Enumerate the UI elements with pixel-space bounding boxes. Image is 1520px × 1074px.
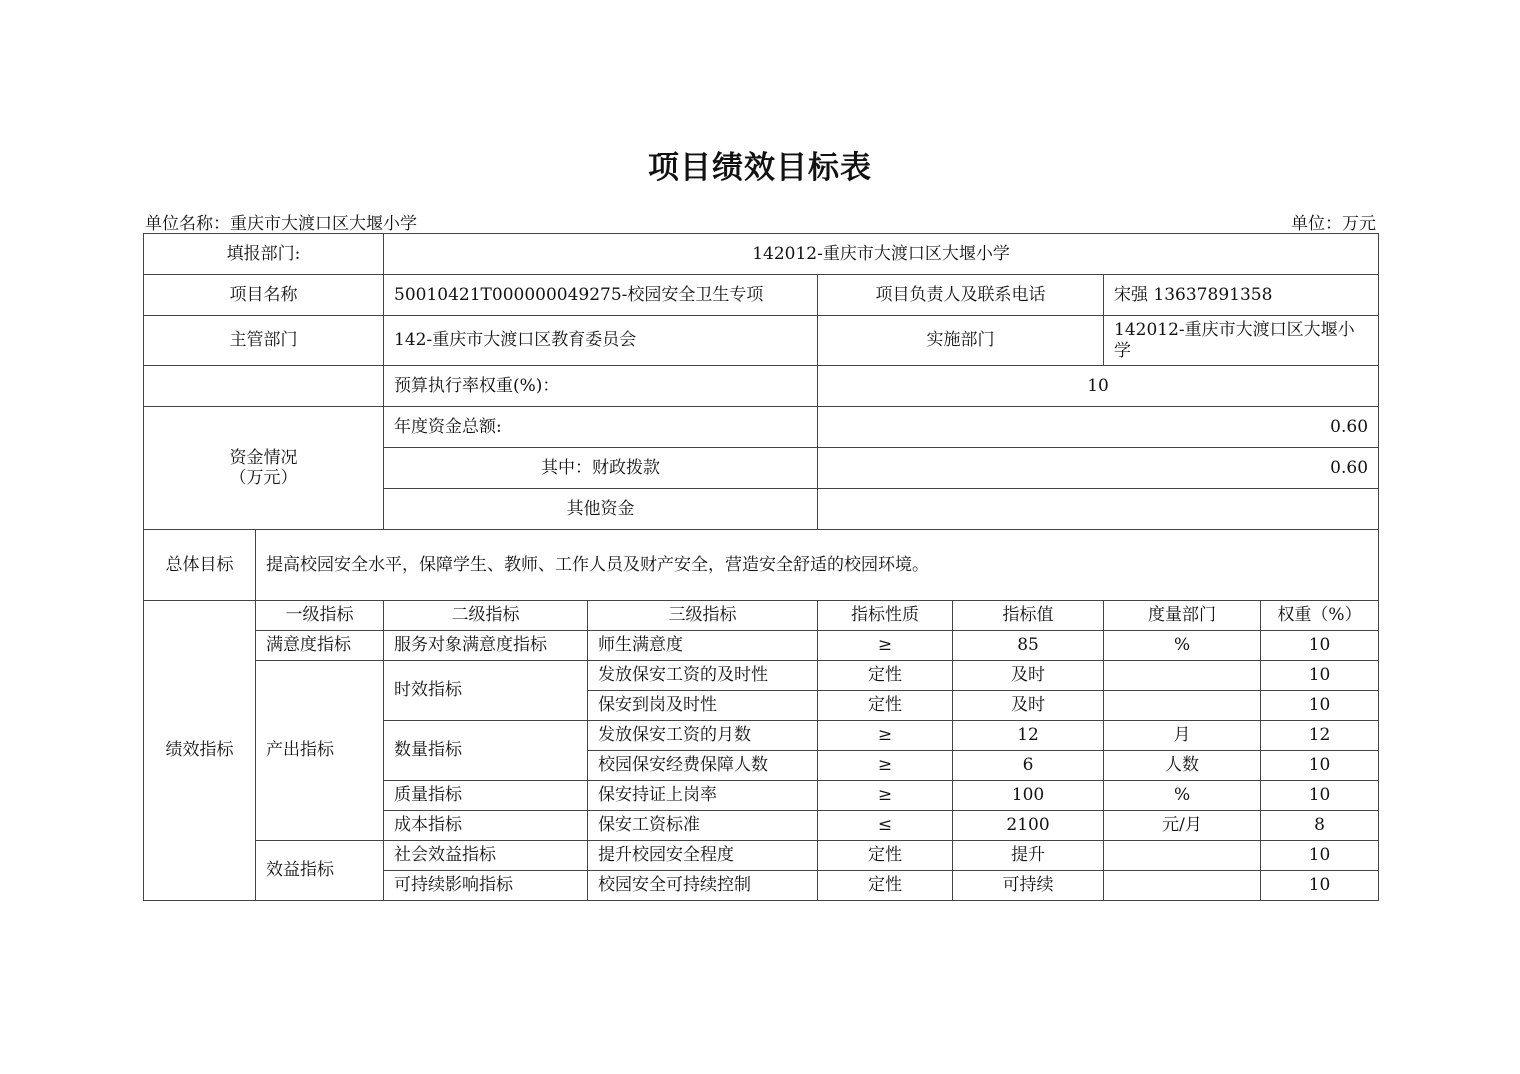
row-unit bbox=[1104, 691, 1261, 721]
row-nature: ≥ bbox=[818, 751, 953, 781]
row-value: 6 bbox=[953, 751, 1104, 781]
group-timeliness: 时效指标 bbox=[384, 661, 588, 721]
project-row bbox=[144, 275, 1379, 316]
row-nature: 定性 bbox=[818, 691, 953, 721]
indicators-section-label: 绩效指标 bbox=[144, 601, 256, 901]
row-unit: 月 bbox=[1104, 721, 1261, 751]
row-nature: ≤ bbox=[818, 811, 953, 841]
row-unit bbox=[1104, 841, 1261, 871]
row-value: 及时 bbox=[953, 661, 1104, 691]
row-weight: 10 bbox=[1261, 661, 1379, 691]
budget-weight-blank bbox=[144, 366, 384, 407]
supervisor-value: 142-重庆市大渡口区教育委员会 bbox=[384, 316, 818, 366]
group-output: 产出指标 bbox=[256, 661, 384, 841]
project-name-value: 50010421T000000049275-校园安全卫生专项 bbox=[384, 275, 818, 316]
funds-total-value: 0.60 bbox=[818, 407, 1379, 448]
row-l3: 保安工资标准 bbox=[588, 811, 818, 841]
row-nature: 定性 bbox=[818, 661, 953, 691]
unit-name: 单位名称：重庆市大渡口区大堰小学 bbox=[145, 214, 417, 234]
row-unit: 元/月 bbox=[1104, 811, 1261, 841]
row-weight: 10 bbox=[1261, 751, 1379, 781]
impl-dept-value: 142012-重庆市大渡口区大堰小学 bbox=[1104, 316, 1379, 366]
row-l2: 质量指标 bbox=[384, 781, 588, 811]
table-row bbox=[144, 631, 1379, 661]
header-l1: 一级指标 bbox=[256, 601, 384, 631]
row-weight: 10 bbox=[1261, 781, 1379, 811]
funds-total-label: 年度资金总额: bbox=[384, 407, 818, 448]
page-title: 项目绩效目标表 bbox=[648, 150, 872, 186]
row-weight: 10 bbox=[1261, 871, 1379, 901]
funds-fiscal-label: 其中：财政拨款 bbox=[384, 448, 818, 489]
header-value: 指标值 bbox=[953, 601, 1104, 631]
funds-total-row bbox=[144, 407, 1379, 448]
header-l2: 二级指标 bbox=[384, 601, 588, 631]
funds-other-label: 其他资金 bbox=[384, 489, 818, 530]
unit-label: 单位：万元 bbox=[1291, 214, 1376, 234]
row-l2: 成本指标 bbox=[384, 811, 588, 841]
fill-dept-value: 142012-重庆市大渡口区大堰小学 bbox=[384, 234, 1379, 275]
row-value: 可持续 bbox=[953, 871, 1104, 901]
row-l2: 可持续影响指标 bbox=[384, 871, 588, 901]
row-nature: ≥ bbox=[818, 631, 953, 661]
row-l2: 服务对象满意度指标 bbox=[384, 631, 588, 661]
row-value: 及时 bbox=[953, 691, 1104, 721]
row-weight: 10 bbox=[1261, 841, 1379, 871]
row-nature: 定性 bbox=[818, 871, 953, 901]
row-l2: 社会效益指标 bbox=[384, 841, 588, 871]
row-weight: 8 bbox=[1261, 811, 1379, 841]
row-l3: 校园安全可持续控制 bbox=[588, 871, 818, 901]
row-l3: 保安持证上岗率 bbox=[588, 781, 818, 811]
contact-label: 项目负责人及联系电话 bbox=[818, 275, 1104, 316]
row-l3: 发放保安工资的及时性 bbox=[588, 661, 818, 691]
row-unit bbox=[1104, 661, 1261, 691]
header-nature: 指标性质 bbox=[818, 601, 953, 631]
contact-value: 宋强 13637891358 bbox=[1104, 275, 1379, 316]
funds-label bbox=[144, 407, 384, 530]
row-nature: ≥ bbox=[818, 781, 953, 811]
group-benefit: 效益指标 bbox=[256, 841, 384, 901]
performance-table bbox=[143, 233, 1379, 901]
header-unit: 度量部门 bbox=[1104, 601, 1261, 631]
funds-fiscal-value: 0.60 bbox=[818, 448, 1379, 489]
row-unit: 人数 bbox=[1104, 751, 1261, 781]
row-value: 提升 bbox=[953, 841, 1104, 871]
row-value: 85 bbox=[953, 631, 1104, 661]
supervisor-label: 主管部门 bbox=[144, 316, 384, 366]
row-l3: 保安到岗及时性 bbox=[588, 691, 818, 721]
row-unit: % bbox=[1104, 631, 1261, 661]
supervisor-row bbox=[144, 316, 1379, 366]
funds-label-text: 资金情况（万元） bbox=[229, 447, 298, 488]
goal-label: 总体目标 bbox=[144, 530, 256, 601]
row-value: 12 bbox=[953, 721, 1104, 751]
project-name-label: 项目名称 bbox=[144, 275, 384, 316]
row-l3: 师生满意度 bbox=[588, 631, 818, 661]
budget-weight-row bbox=[144, 366, 1379, 407]
row-weight: 10 bbox=[1261, 631, 1379, 661]
budget-weight-label: 预算执行率权重(%)： bbox=[384, 366, 818, 407]
row-weight: 10 bbox=[1261, 691, 1379, 721]
header-l3: 三级指标 bbox=[588, 601, 818, 631]
goal-text: 提高校园安全水平，保障学生、教师、工作人员及财产安全，营造安全舒适的校园环境。 bbox=[256, 530, 1379, 601]
row-unit bbox=[1104, 871, 1261, 901]
row-l3: 校园保安经费保障人数 bbox=[588, 751, 818, 781]
table-row bbox=[144, 661, 1379, 691]
row-value: 2100 bbox=[953, 811, 1104, 841]
row-unit: % bbox=[1104, 781, 1261, 811]
row-nature: ≥ bbox=[818, 721, 953, 751]
header-weight: 权重（%） bbox=[1261, 601, 1379, 631]
fill-dept-label: 填报部门: bbox=[144, 234, 384, 275]
funds-other-value bbox=[818, 489, 1379, 530]
row-weight: 12 bbox=[1261, 721, 1379, 751]
fill-dept-row bbox=[144, 234, 1379, 275]
row-nature: 定性 bbox=[818, 841, 953, 871]
group-satisfaction: 满意度指标 bbox=[256, 631, 384, 661]
row-value: 100 bbox=[953, 781, 1104, 811]
indicator-header-row bbox=[144, 601, 1379, 631]
row-l3: 提升校园安全程度 bbox=[588, 841, 818, 871]
impl-dept-label: 实施部门 bbox=[818, 316, 1104, 366]
goal-row bbox=[144, 530, 1379, 601]
budget-weight-value: 10 bbox=[818, 366, 1379, 407]
table-row bbox=[144, 841, 1379, 871]
row-l3: 发放保安工资的月数 bbox=[588, 721, 818, 751]
group-quantity: 数量指标 bbox=[384, 721, 588, 781]
